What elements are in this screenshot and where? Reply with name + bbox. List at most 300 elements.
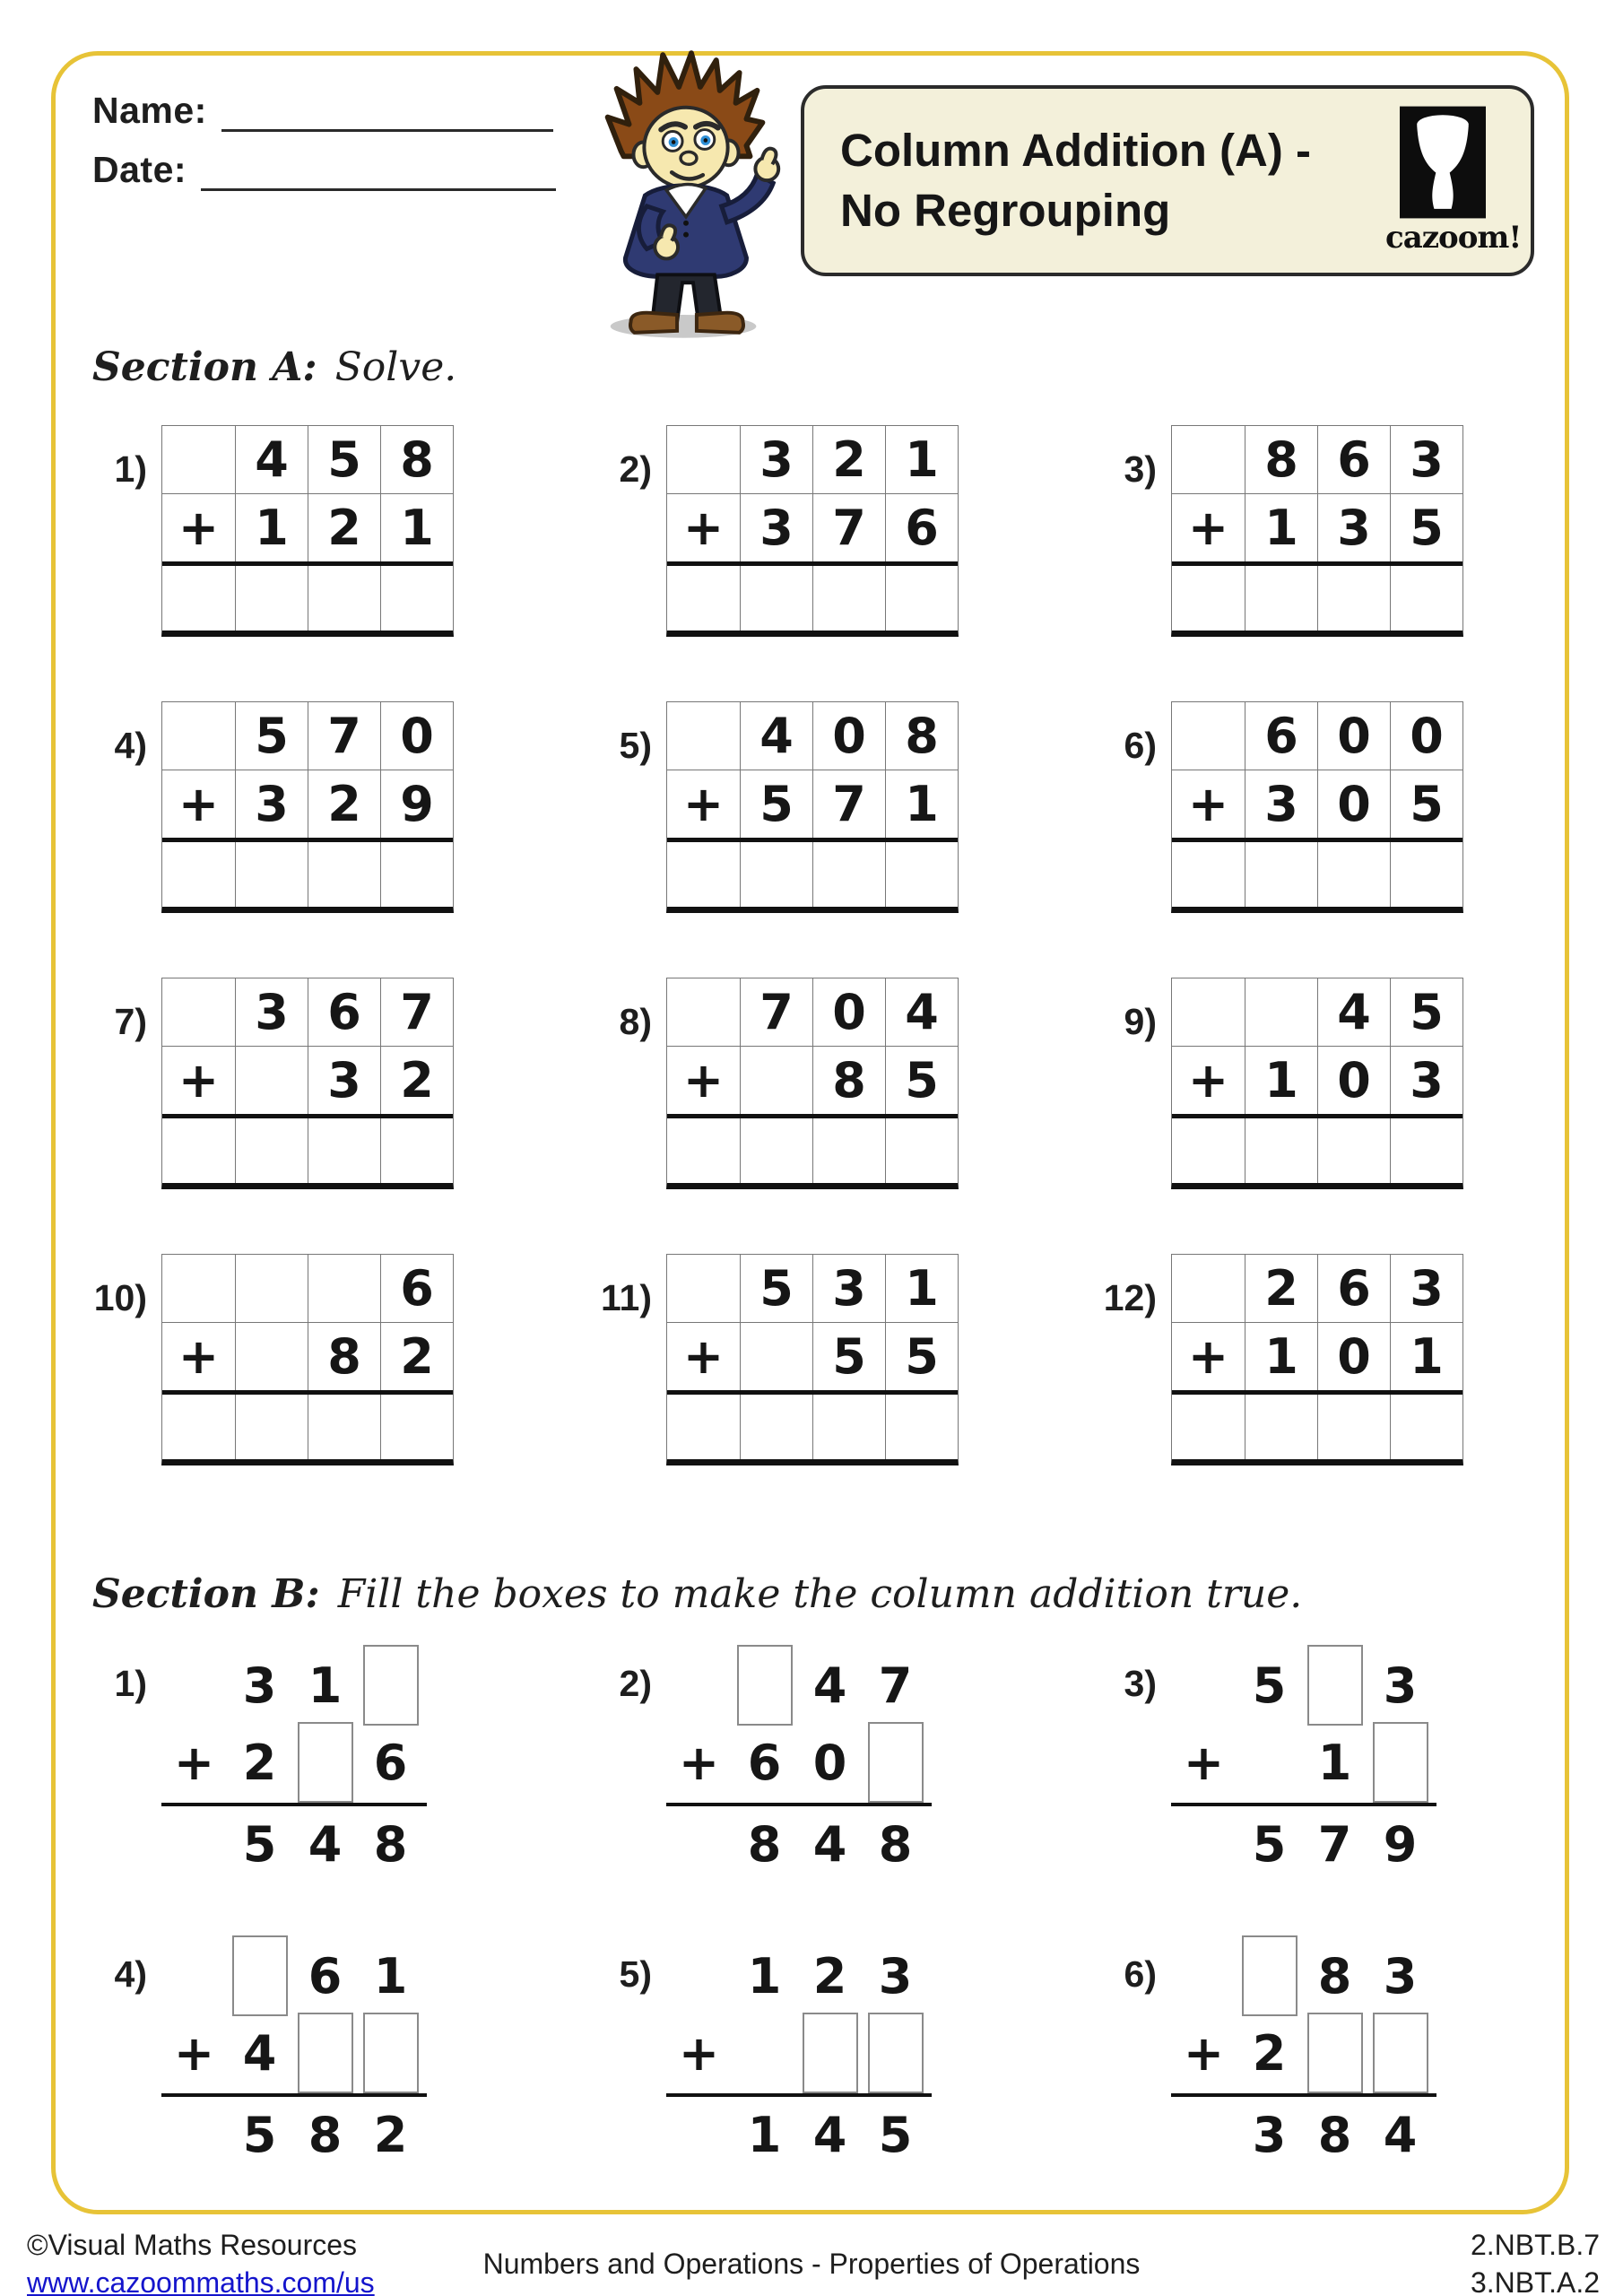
blank-box[interactable] — [1307, 1645, 1363, 1726]
addition-problem — [593, 978, 1098, 1189]
digit-cell: 1 — [235, 494, 308, 561]
addend-row-top — [1171, 1647, 1436, 1724]
answer-cell[interactable] — [1245, 1395, 1317, 1459]
fill-box-problem — [88, 1647, 593, 1880]
answer-cell[interactable] — [308, 842, 380, 907]
sum-digit: 8 — [1317, 2106, 1352, 2163]
section-b-instruction: Fill the boxes to make the column addition true. — [337, 1571, 1303, 1617]
digit-cell — [235, 1323, 308, 1390]
fill-box-problem — [88, 1937, 593, 2170]
sum-row — [1171, 2099, 1436, 2170]
blank-box-cell — [358, 2014, 423, 2092]
sum-digit: 5 — [242, 1815, 277, 1873]
fill-box-grid — [666, 1647, 932, 1880]
digit-cell: 8 — [1245, 426, 1317, 493]
plus-operator: + — [682, 500, 725, 556]
digit-cell — [162, 1255, 235, 1322]
addition-problem — [593, 1254, 1098, 1465]
date-field-row — [92, 149, 556, 191]
digit-cell: 5 — [812, 1323, 885, 1390]
section-b-heading — [92, 1571, 1302, 1617]
answer-cell[interactable] — [1245, 1118, 1317, 1183]
addition-grid — [666, 1254, 959, 1465]
digit-cell: 0 — [1317, 1047, 1390, 1114]
digit-cell: 3 — [1383, 1947, 1418, 2005]
footer-standard-1: 2.NBT.B.7 — [1470, 2229, 1600, 2261]
digit-cell: 9 — [380, 770, 453, 838]
digit-cell: 8 — [885, 702, 958, 770]
answer-cell[interactable] — [812, 566, 885, 631]
addition-problem — [88, 701, 593, 913]
addend-row-bottom — [667, 493, 958, 561]
answer-cell[interactable] — [740, 842, 812, 907]
fill-box-grid — [1171, 1647, 1436, 1880]
sum-digit: 4 — [812, 2106, 847, 2163]
problem-number: 5) — [619, 725, 652, 766]
addend-row-top — [1172, 978, 1462, 1046]
answer-cell[interactable] — [1390, 1395, 1462, 1459]
answer-cell[interactable] — [1390, 1118, 1462, 1183]
name-label: Name: — [92, 90, 207, 131]
digit-cell: 3 — [740, 426, 812, 493]
answer-cell[interactable] — [1317, 1395, 1390, 1459]
problem-number: 5) — [619, 1953, 652, 1995]
digit-cell: 6 — [373, 1734, 408, 1791]
empty-cell — [666, 1937, 732, 2014]
answer-cell[interactable] — [667, 566, 740, 631]
footer-topic: Numbers and Operations - Properties of Operations — [482, 2248, 1141, 2280]
answer-cell[interactable] — [740, 1118, 812, 1183]
fill-box-problem — [1098, 1647, 1602, 1880]
problem-number: 2) — [619, 448, 652, 490]
digit-cell: 0 — [1317, 770, 1390, 838]
digit-cell: 5 — [885, 1047, 958, 1114]
digit-cell: 2 — [1252, 2024, 1287, 2082]
digit-cell: 4 — [1317, 978, 1390, 1046]
problem-number: 3) — [1124, 1663, 1157, 1704]
plus-operator: + — [1187, 500, 1229, 556]
sum-digit: 8 — [373, 1815, 408, 1873]
digit-cell: 0 — [1390, 702, 1462, 770]
digit-cell: 1 — [885, 426, 958, 493]
answer-cell[interactable] — [1172, 1395, 1245, 1459]
digit-cell: 2 — [1245, 1255, 1317, 1322]
addition-grid — [666, 701, 959, 913]
addend-row-bottom — [161, 2014, 427, 2092]
blank-box[interactable] — [298, 2013, 353, 2093]
addend-row-top — [1171, 1937, 1436, 2014]
sum-digit: 8 — [747, 1815, 782, 1873]
addition-grid — [1171, 1254, 1463, 1465]
addend-row-bottom — [162, 770, 453, 838]
plus-operator: + — [682, 1328, 725, 1385]
problem-number: 9) — [1124, 1001, 1157, 1042]
addition-grid — [161, 1254, 454, 1465]
drum-icon — [1400, 106, 1486, 219]
digit-cell: 3 — [235, 770, 308, 838]
addend-row-top — [666, 1647, 932, 1724]
plus-operator: + — [1187, 1052, 1229, 1109]
problem-number: 8) — [619, 1001, 652, 1042]
answer-cell[interactable] — [812, 1395, 885, 1459]
blank-box-cell — [1302, 1647, 1367, 1724]
sum-digit: 4 — [812, 1815, 847, 1873]
sum-line — [1171, 2093, 1436, 2097]
empty-cell — [666, 2099, 732, 2170]
digit-cell: 3 — [1390, 1255, 1462, 1322]
fill-box-grid — [666, 1937, 932, 2170]
addend-row-bottom — [162, 1046, 453, 1114]
empty-cell — [1171, 2099, 1237, 2170]
blank-box-cell — [1237, 1937, 1302, 2014]
digit-cell: 6 — [1245, 702, 1317, 770]
digit-cell: 8 — [380, 426, 453, 493]
digit-cell: 3 — [242, 1657, 277, 1714]
answer-cell[interactable] — [812, 1118, 885, 1183]
addition-problem — [1098, 701, 1602, 913]
digit-cell: 3 — [235, 978, 308, 1046]
answer-cell[interactable] — [308, 1395, 380, 1459]
digit-cell: 0 — [380, 702, 453, 770]
problem-number: 4) — [114, 1953, 147, 1995]
digit-cell: 2 — [812, 1947, 847, 2005]
sum-row — [666, 2099, 932, 2170]
sum-line — [1171, 1803, 1436, 1806]
answer-cell[interactable] — [1317, 842, 1390, 907]
answer-row — [1172, 838, 1462, 907]
addend-row-bottom — [667, 770, 958, 838]
blank-box[interactable] — [363, 1645, 419, 1726]
digit-cell: 3 — [878, 1947, 913, 2005]
fill-box-grid — [161, 1937, 427, 2170]
digit-cell — [235, 1047, 308, 1114]
digit-cell: 3 — [1245, 770, 1317, 838]
plus-operator: + — [682, 1052, 725, 1109]
blank-box[interactable] — [737, 1645, 793, 1726]
answer-cell[interactable] — [380, 566, 453, 631]
blank-box-cell — [863, 1724, 928, 1801]
answer-cell[interactable] — [235, 1395, 308, 1459]
empty-cell — [161, 2099, 227, 2170]
answer-cell[interactable] — [885, 566, 958, 631]
digit-cell: 5 — [1252, 1657, 1287, 1714]
digit-cell: 5 — [740, 1255, 812, 1322]
section-a-instruction: Solve. — [334, 344, 457, 390]
addition-grid — [666, 425, 959, 637]
blank-box[interactable] — [803, 2013, 858, 2093]
sum-row — [666, 1808, 932, 1880]
sum-row — [161, 2099, 427, 2170]
digit-cell: 6 — [308, 978, 380, 1046]
empty-cell — [666, 1808, 732, 1880]
digit-cell: 3 — [812, 1255, 885, 1322]
answer-cell[interactable] — [885, 842, 958, 907]
name-field-row — [92, 90, 553, 132]
answer-cell[interactable] — [885, 1118, 958, 1183]
digit-cell: 3 — [740, 494, 812, 561]
fill-box-grid — [161, 1647, 427, 1880]
digit-cell — [235, 1255, 308, 1322]
addition-grid — [161, 425, 454, 637]
sum-digit: 4 — [308, 1815, 343, 1873]
blank-box-cell — [1367, 1724, 1433, 1801]
answer-cell[interactable] — [1245, 566, 1317, 631]
plus-operator: + — [173, 1734, 215, 1791]
addition-problem — [1098, 1254, 1602, 1465]
answer-cell[interactable] — [380, 1395, 453, 1459]
addend-row-bottom — [162, 1322, 453, 1390]
digit-cell: 4 — [242, 2024, 277, 2082]
fill-box-problem — [1098, 1937, 1602, 2170]
addend-row-bottom — [667, 1046, 958, 1114]
answer-cell[interactable] — [1390, 566, 1462, 631]
answer-row — [1172, 561, 1462, 631]
addend-row-bottom — [666, 1724, 932, 1801]
digit-cell — [1172, 1255, 1245, 1322]
digit-cell: 3 — [1383, 1657, 1418, 1714]
answer-cell[interactable] — [235, 1118, 308, 1183]
plus-operator: + — [1187, 776, 1229, 832]
answer-cell[interactable] — [380, 842, 453, 907]
digit-cell: 1 — [308, 1657, 343, 1714]
digit-cell: 8 — [812, 1047, 885, 1114]
answer-row — [162, 1390, 453, 1459]
answer-cell[interactable] — [667, 842, 740, 907]
digit-cell: 1 — [1317, 1734, 1352, 1791]
digit-cell: 5 — [235, 702, 308, 770]
plus-operator: + — [1187, 1328, 1229, 1385]
title-line-1: Column Addition (A) - — [840, 125, 1311, 177]
blank-box[interactable] — [1373, 2013, 1428, 2093]
empty-cell — [1171, 1808, 1237, 1880]
problem-number: 7) — [114, 1001, 147, 1042]
digit-cell: 4 — [885, 978, 958, 1046]
plus-operator: + — [178, 776, 220, 832]
answer-cell[interactable] — [162, 566, 235, 631]
digit-cell: 4 — [812, 1657, 847, 1714]
sum-digit: 2 — [373, 2106, 408, 2163]
plus-operator: + — [678, 1734, 720, 1791]
blank-box-cell — [292, 2014, 358, 2092]
digit-cell: 0 — [1317, 1323, 1390, 1390]
section-a-problems — [88, 425, 1602, 1465]
sum-digit: 9 — [1383, 1815, 1418, 1873]
plus-operator: + — [678, 2024, 720, 2082]
blank-box-cell — [732, 1647, 797, 1724]
digit-cell: 2 — [242, 1734, 277, 1791]
title-box — [801, 85, 1534, 276]
addend-row-bottom — [1171, 1724, 1436, 1801]
digit-cell: 7 — [380, 978, 453, 1046]
addend-row-top — [667, 426, 958, 493]
blank-box[interactable] — [1307, 2013, 1363, 2093]
sum-digit: 5 — [242, 2106, 277, 2163]
blank-box-cell — [227, 1937, 292, 2014]
answer-cell[interactable] — [1172, 566, 1245, 631]
blank-box[interactable] — [1242, 1935, 1298, 2016]
date-input-line[interactable] — [201, 150, 556, 191]
addend-row-top — [1172, 702, 1462, 770]
answer-cell[interactable] — [1172, 842, 1245, 907]
answer-cell[interactable] — [1390, 842, 1462, 907]
sum-digit: 5 — [878, 2106, 913, 2163]
digit-cell: 3 — [1390, 1047, 1462, 1114]
answer-cell[interactable] — [235, 566, 308, 631]
digit-cell: 2 — [812, 426, 885, 493]
answer-row — [162, 1114, 453, 1183]
empty-cell — [1171, 1937, 1237, 2014]
footer-copyright: ©Visual Maths Resources — [27, 2229, 358, 2261]
answer-cell[interactable] — [162, 1118, 235, 1183]
digit-cell: 0 — [812, 978, 885, 1046]
worksheet-title — [840, 121, 1311, 240]
digit-cell — [162, 426, 235, 493]
digit-cell: 1 — [1245, 1047, 1317, 1114]
digit-cell: 2 — [308, 770, 380, 838]
sum-row — [1171, 1808, 1436, 1880]
digit-cell: 0 — [812, 1734, 847, 1791]
empty-cell — [732, 2014, 797, 2092]
sum-digit: 8 — [878, 1815, 913, 1873]
plus-operator: + — [178, 1052, 220, 1109]
digit-cell: 2 — [380, 1323, 453, 1390]
sum-line — [666, 1803, 932, 1806]
sum-digit: 4 — [1383, 2106, 1418, 2163]
addend-row-top — [162, 978, 453, 1046]
sum-row — [161, 1808, 427, 1880]
sum-line — [666, 2093, 932, 2097]
answer-cell[interactable] — [162, 842, 235, 907]
answer-cell[interactable] — [812, 842, 885, 907]
answer-row — [667, 1390, 958, 1459]
empty-cell — [161, 1937, 227, 2014]
digit-cell — [308, 1255, 380, 1322]
name-input-line[interactable] — [221, 91, 553, 132]
answer-row — [1172, 1114, 1462, 1183]
blank-box-cell — [292, 1724, 358, 1801]
answer-cell[interactable] — [740, 566, 812, 631]
digit-cell: 5 — [1390, 978, 1462, 1046]
plus-operator: + — [178, 1328, 220, 1385]
problem-number: 1) — [114, 1663, 147, 1704]
answer-cell[interactable] — [380, 1118, 453, 1183]
answer-row — [162, 561, 453, 631]
answer-cell[interactable] — [1317, 566, 1390, 631]
plus-operator: + — [173, 2024, 215, 2082]
blank-box[interactable] — [363, 2013, 419, 2093]
problem-number: 1) — [114, 448, 147, 490]
blank-box[interactable] — [868, 2013, 924, 2093]
digit-cell — [667, 978, 740, 1046]
addition-grid — [161, 701, 454, 913]
addition-problem — [1098, 425, 1602, 637]
problem-number: 12) — [1103, 1277, 1157, 1318]
blank-box[interactable] — [232, 1935, 288, 2016]
addend-row-bottom — [1172, 493, 1462, 561]
blank-box[interactable] — [298, 1722, 353, 1803]
section-a-title: Section A: — [92, 344, 317, 390]
digit-cell: 7 — [740, 978, 812, 1046]
fill-box-grid — [1171, 1937, 1436, 2170]
addition-grid — [1171, 425, 1463, 637]
digit-cell: 7 — [308, 702, 380, 770]
answer-cell[interactable] — [885, 1395, 958, 1459]
blank-box[interactable] — [1373, 1722, 1428, 1803]
digit-cell: 1 — [1245, 494, 1317, 561]
answer-cell[interactable] — [308, 1118, 380, 1183]
answer-cell[interactable] — [162, 1395, 235, 1459]
section-b-title: Section B: — [92, 1571, 320, 1617]
problem-number: 11) — [601, 1277, 652, 1318]
digit-cell: 5 — [740, 770, 812, 838]
addend-row-bottom — [1172, 1322, 1462, 1390]
addend-row-top — [667, 978, 958, 1046]
digit-cell: 7 — [812, 770, 885, 838]
boy-character-illustration — [572, 47, 803, 343]
blank-box-cell — [358, 1647, 423, 1724]
addition-problem — [88, 1254, 593, 1465]
digit-cell — [667, 426, 740, 493]
plus-operator: + — [1183, 2024, 1225, 2082]
section-b-problems — [88, 1647, 1602, 2170]
empty-cell — [1171, 1647, 1237, 1724]
digit-cell: 8 — [1317, 1947, 1352, 2005]
addition-problem — [88, 978, 593, 1189]
addend-row-bottom — [1172, 1046, 1462, 1114]
answer-row — [667, 561, 958, 631]
answer-cell[interactable] — [667, 1395, 740, 1459]
footer-link[interactable]: www.cazoommaths.com/us — [27, 2266, 375, 2296]
digit-cell — [740, 1047, 812, 1114]
addition-grid — [161, 978, 454, 1189]
addition-problem — [593, 425, 1098, 637]
addend-row-bottom — [666, 2014, 932, 2092]
blank-box[interactable] — [868, 1722, 924, 1803]
addend-row-bottom — [1171, 2014, 1436, 2092]
digit-cell: 2 — [308, 494, 380, 561]
addend-row-top — [666, 1937, 932, 2014]
digit-cell: 1 — [885, 1255, 958, 1322]
sum-line — [161, 2093, 427, 2097]
problem-number: 3) — [1124, 448, 1157, 490]
answer-cell[interactable] — [1172, 1118, 1245, 1183]
answer-cell[interactable] — [235, 842, 308, 907]
answer-cell[interactable] — [1245, 842, 1317, 907]
answer-row — [667, 838, 958, 907]
digit-cell: 1 — [885, 770, 958, 838]
answer-cell[interactable] — [740, 1395, 812, 1459]
addend-row-top — [1172, 426, 1462, 493]
blank-box-cell — [797, 2014, 863, 2092]
addition-grid — [1171, 978, 1463, 1189]
addend-row-bottom — [161, 1724, 427, 1801]
empty-cell — [161, 1808, 227, 1880]
plus-operator: + — [682, 776, 725, 832]
answer-cell[interactable] — [308, 566, 380, 631]
addend-row-bottom — [1172, 770, 1462, 838]
addend-row-top — [162, 702, 453, 770]
blank-box-cell — [1302, 2014, 1367, 2092]
plus-operator: + — [178, 500, 220, 556]
problem-number: 6) — [1124, 1953, 1157, 1995]
answer-cell[interactable] — [1317, 1118, 1390, 1183]
sum-digit: 8 — [308, 2106, 343, 2163]
answer-cell[interactable] — [667, 1118, 740, 1183]
digit-cell: 6 — [380, 1255, 453, 1322]
sum-line — [161, 1803, 427, 1806]
digit-cell: 5 — [1390, 770, 1462, 838]
logo-text: cazoom! — [1385, 220, 1522, 256]
